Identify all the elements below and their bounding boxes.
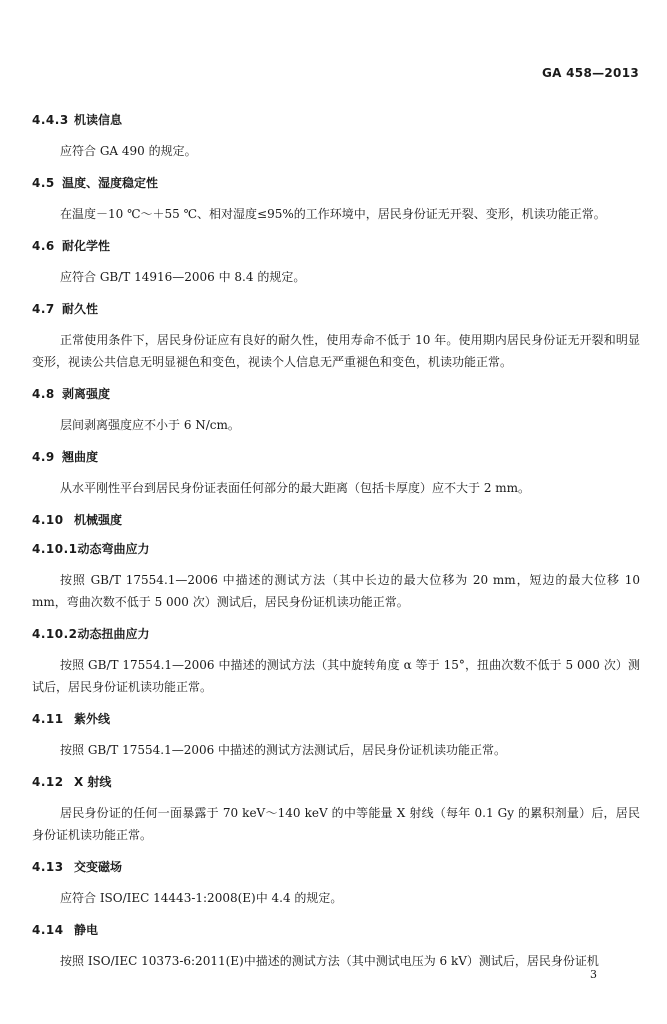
- section-number: 4.9: [32, 450, 55, 464]
- section-paragraph: 按照 GB/T 17554.1—2006 中描述的测试方法（其中长边的最大位移为 20 mm，短边的最大位移 10 mm，弯曲次数不低于 5 000 次）测试后，居民身份证机读功能正常。: [32, 573, 640, 609]
- section-paragraph: 按照 GB/T 17554.1—2006 中描述的测试方法（其中旋转角度 α 等于 15°，扭曲次数不低于 5 000 次）测试后，居民身份证机读功能正常。: [32, 658, 640, 694]
- section-number: 4.10: [32, 513, 64, 527]
- section-paragraph: 层间剥离强度应不小于 6 N/cm。: [60, 418, 240, 432]
- section-heading: [32, 301, 640, 317]
- section-paragraph: 应符合 GB/T 14916—2006 中 8.4 的规定。: [60, 270, 306, 284]
- section-number: 4.11: [32, 712, 64, 726]
- section-number: 4.10.2: [32, 627, 78, 641]
- section-number: 4.8: [32, 387, 55, 401]
- section-title: 翘曲度: [62, 450, 99, 464]
- section-paragraph: 按照 ISO/IEC 10373-6:2011(E)中描述的测试方法（其中测试电压为 6 kV）测试后，居民身份证机: [60, 954, 599, 968]
- section-title: 耐化学性: [62, 239, 111, 253]
- section-heading: [32, 175, 640, 191]
- section-heading: [32, 541, 640, 557]
- section-heading: [32, 711, 640, 727]
- section-paragraph: 在温度－10 ℃～＋55 ℃、相对湿度≤95%的工作环境中，居民身份证无开裂、变形，机读功能正常。: [60, 207, 606, 221]
- section-heading: [32, 238, 640, 254]
- section-paragraph: 按照 GB/T 17554.1—2006 中描述的测试方法测试后，居民身份证机读功能正常。: [60, 743, 507, 757]
- section-title: 紫外线: [74, 712, 111, 726]
- document-code: GA 458—2013: [541, 66, 639, 80]
- section-heading: [32, 774, 640, 790]
- section-number: 4.4.3: [32, 113, 69, 127]
- section-title: X 射线: [74, 775, 112, 789]
- section-heading: [32, 922, 640, 938]
- section-heading: [32, 386, 640, 402]
- section-number: 4.13: [32, 860, 64, 874]
- section-title: 温度、湿度稳定性: [62, 176, 159, 190]
- section-heading: [32, 626, 640, 642]
- section-heading: [32, 449, 640, 465]
- section-title: 动态弯曲应力: [77, 542, 150, 556]
- section-number: 4.7: [32, 302, 55, 316]
- section-title: 机械强度: [74, 513, 123, 527]
- document-body: [32, 112, 640, 985]
- section-heading: [32, 859, 640, 875]
- section-number: 4.6: [32, 239, 55, 253]
- section-title: 剥离强度: [62, 387, 111, 401]
- section-title: 耐久性: [62, 302, 99, 316]
- section-paragraph: 居民身份证的任何一面暴露于 70 keV～140 keV 的中等能量 X 射线（每年 0.1 Gy 的累积剂量）后，居民身份证机读功能正常。: [32, 806, 640, 842]
- section-paragraph: 应符合 GA 490 的规定。: [60, 144, 197, 158]
- section-paragraph: 正常使用条件下，居民身份证应有良好的耐久性，使用寿命不低于 10 年。使用期内居民身份证无开裂和明显变形，视读公共信息无明显褪色和变色，视读个人信息无严重褪色和变色，机读功能正常。: [32, 333, 640, 369]
- section-paragraph: 从水平刚性平台到居民身份证表面任何部分的最大距离（包括卡厚度）应不大于 2 mm。: [60, 481, 531, 495]
- section-number: 4.10.1: [32, 542, 78, 556]
- section-number: 4.12: [32, 775, 64, 789]
- section-paragraph: 应符合 ISO/IEC 14443-1:2008(E)中 4.4 的规定。: [60, 891, 343, 905]
- section-number: 4.5: [32, 176, 55, 190]
- section-title: 动态扭曲应力: [77, 627, 150, 641]
- section-heading: [32, 512, 640, 528]
- page-number: 3: [590, 968, 597, 981]
- section-number: 4.14: [32, 923, 64, 937]
- section-title: 机读信息: [74, 113, 123, 127]
- section-heading: [32, 112, 640, 128]
- section-title: 静电: [74, 923, 99, 937]
- section-title: 交变磁场: [74, 860, 123, 874]
